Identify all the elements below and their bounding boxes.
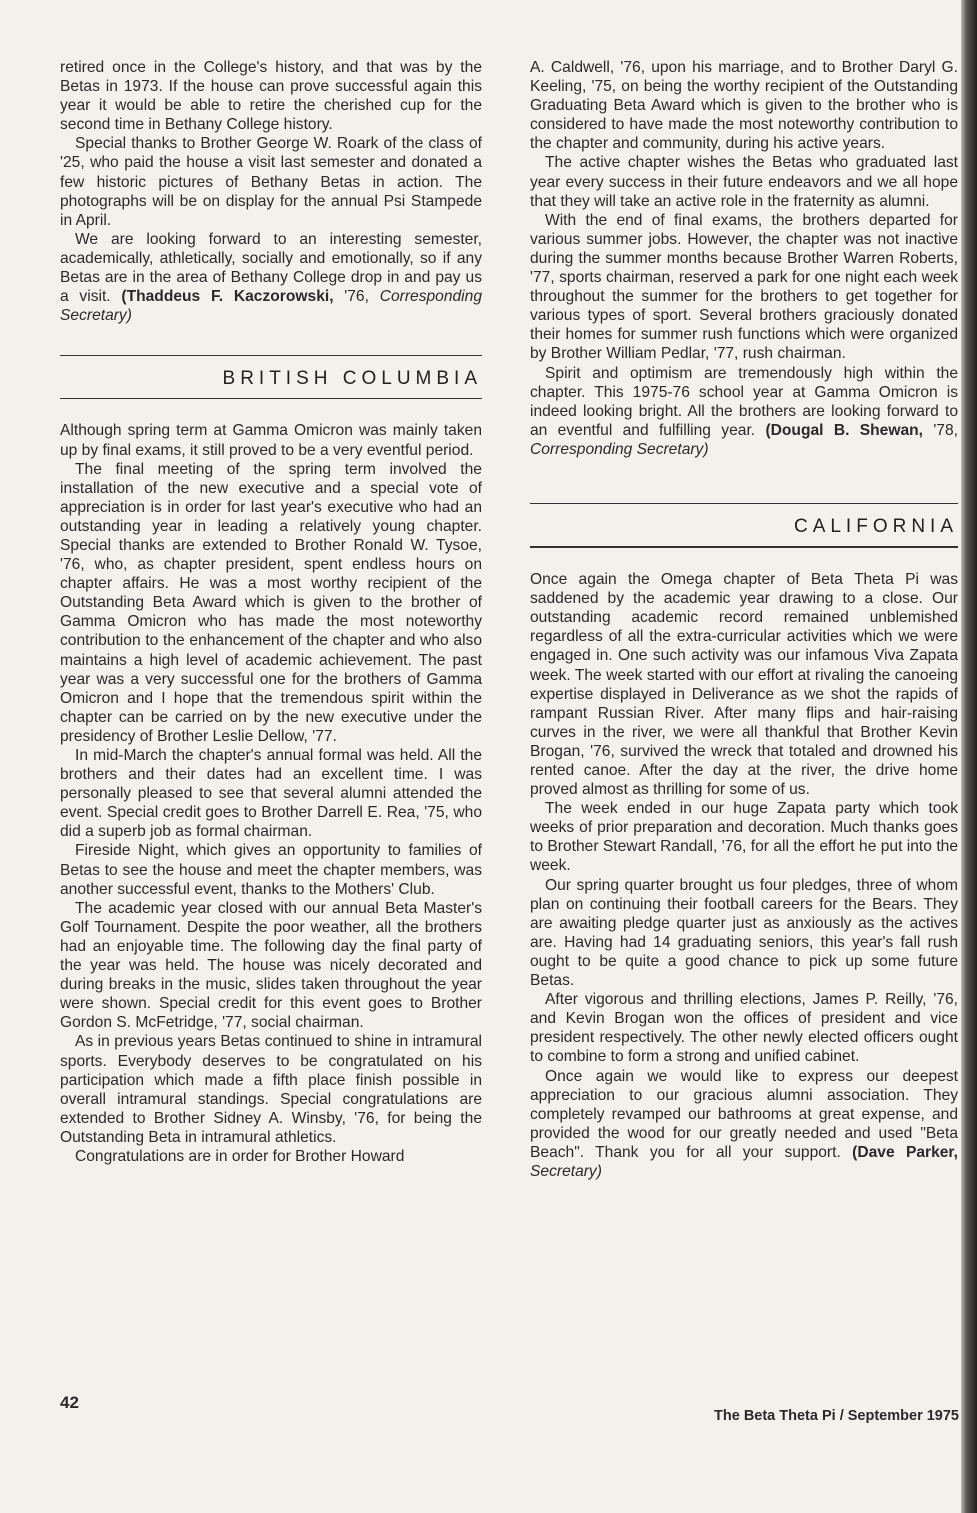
signature-class: '78, (923, 421, 958, 439)
closing-paragraph (60, 230, 482, 325)
paragraph: Fireside Night, which gives an opportunity to families of Betas to see the house and meet the chapter members, was another successful event, thanks to the Mothers' Club. (60, 842, 482, 898)
signature-role: Corresponding Secretary) (60, 288, 482, 325)
signature-name: (Dave Parker, (852, 1143, 958, 1161)
closing-text: Once again we would like to express our deepest appreciation to our gracious alumni association. They completely revamped our bathrooms at great expense, and provided the wood for our greatly needed and used "Beta Beach". Thank you for all your support. (530, 1067, 958, 1161)
paragraph: After vigorous and thrilling elections, James P. Reilly, '76, and Kevin Brogan won the offices of president and vice president respectively. The other newly elected officers ought to combine to form a strong and unified cabinet. (530, 991, 958, 1066)
section-header-british-columbia (60, 355, 482, 399)
left-column (60, 58, 482, 1166)
section-title: CALIFORNIA (793, 515, 958, 537)
paragraph: Our spring quarter brought us four pledges, three of whom plan on continuing their football careers for the Bears. They are awaiting pledge quarter just as anxiously as the actives are. Having had 14 graduating seniors, this year's fall rush ought to be quite a good chance to pick up some future Betas. (530, 876, 958, 990)
paragraph: With the end of final exams, the brothers departed for various summer jobs. However, the chapter was not inactive during the summer months because Brother Warren Roberts, '77, sports chairman, reserved a park for one night each week throughout the summer for the brothers to get together for various types of sport. Several brothers graciously donated their homes for summer rush functions which were organized by Brother William Pedlar, '77, rush chairman. (530, 211, 958, 363)
right-column (530, 58, 958, 1181)
paragraph: Although spring term at Gamma Omicron was mainly taken up by final exams, it still proved to be a very eventful period. (60, 422, 482, 459)
paragraph: The week ended in our huge Zapata party which took weeks of prior preparation and decoration. Much thanks goes to Brother Stewart Randall, '76, for all the effort he put into the week. (530, 800, 958, 875)
closing-text: We are looking forward to an interesting semester, academically, athletically, socially and emotionally, so if any Betas are in the area of Bethany College drop in and pay us a visit. (60, 230, 482, 306)
signature-role: Corresponding Secretary) (530, 440, 709, 458)
paragraph: The final meeting of the spring term involved the installation of the new executive and a special vote of appreciation is in order for last year's executive who had an outstanding year in leading a relatively young chapter. Special thanks are extended to Brother Ronald W. Tysoe, '76, who, as chapter president, spent endless hours on chapter affairs. He was a most worthy recipient of the Outstanding Beta Award which is given to the brother of Gamma Omicron who has made the most noteworthy contribution to the enhancement of the chapter and who also maintains a high level of academic achievement. The past year was a very successful one for the brothers of Gamma Omicron and I hope that the tremendous spirit within the chapter can be carried on by the new executive under the presidency of Brother Leslie Dellow, '77. (60, 460, 482, 745)
paragraph: The academic year closed with our annual Beta Master's Golf Tournament. Despite the poor weather, all the brothers had an enjoyable time. The following day the final party of the year was held. The house was nicely decorated and during breaks in the music, slides taken throughout the year were shown. Special credit for this event goes to Brother Gordon S. McFetridge, '77, social chairman. (60, 899, 482, 1032)
paragraph: Special thanks to Brother George W. Roark of the class of '25, who paid the house a visit last semester and donated a few historic pictures of Bethany Betas in action. The photographs will be on display for the annual Psi Stampede in April. (60, 135, 482, 229)
scan-edge-shadow (961, 0, 977, 1513)
paragraph: The active chapter wishes the Betas who graduated last year every success in their future endeavors and we all hope that they will take an active role in the fraternity as alumni. (530, 154, 958, 210)
divider-bottom (60, 398, 482, 399)
signature-class: '76, (333, 288, 380, 306)
closing-paragraph (530, 364, 958, 459)
paragraph: Congratulations are in order for Brother Howard (75, 1147, 405, 1165)
section-header-california (530, 503, 958, 548)
page-number: 42 (60, 1393, 79, 1412)
signature-name: (Dougal B. Shewan, (765, 421, 923, 439)
running-footer: The Beta Theta Pi / September 1975 (714, 1408, 959, 1424)
section-title: BRITISH COLUMBIA (222, 368, 482, 390)
divider-bottom (530, 546, 958, 548)
closing-text: Spirit and optimism are tremendously high within the chapter. This 1975-76 school year at Gamma Omicron is indeed looking bright. All the brothers are looking forward to an eventful and fulfilling year. (530, 364, 958, 439)
paragraph: A. Caldwell, '76, upon his marriage, and to Brother Daryl G. Keeling, '75, on being the worthy recipient of the Outstanding Graduating Beta Award which is given to the brother who is considered to have made the most noteworthy contribution to the chapter and community, during his active years. (530, 59, 958, 153)
paragraph: As in previous years Betas continued to shine in intramural sports. Everybody deserves to be congratulated on his participation which made a fifth place finish possible in overall intramural standings. Special congratulations are extended to Brother Sidney A. Winsby, '76, for being the Outstanding Beta in intramural athletics. (60, 1033, 482, 1146)
signature-role: Secretary) (530, 1162, 602, 1180)
closing-paragraph (530, 1067, 958, 1182)
signature-name: (Thaddeus F. Kaczorowski, (121, 288, 334, 306)
paragraph: In mid-March the chapter's annual formal was held. All the brothers and their dates had an excellent time. I was personally pleased to see that several alumni attended the event. Special credit goes to Brother Darrell E. Rea, '75, who did a superb job as formal chairman. (60, 747, 482, 841)
paragraph: retired once in the College's history, and that was by the Betas in 1973. If the house can prove successful again this year it would be able to retire the cherished cup for the second time in Bethany College history. (60, 59, 482, 134)
paragraph: Once again the Omega chapter of Beta Theta Pi was saddened by the academic year drawing to a close. Our outstanding academic record remained unblemished regardless of all the extra-curricular activities which we were engaged in. One such activity was our infamous Viva Zapata week. The week started with our effort at rivaling the canoeing expertise displayed in Deliverance as we shot the rapids of rampant Russian River. After many flips and hair-raising curves in the river, we were all thankful that Brother Kevin Brogan, '76, survived the wreck that totaled and drowned his rented canoe. After the day at the river, the drive home proved almost as thrilling for some of us. (530, 571, 958, 799)
